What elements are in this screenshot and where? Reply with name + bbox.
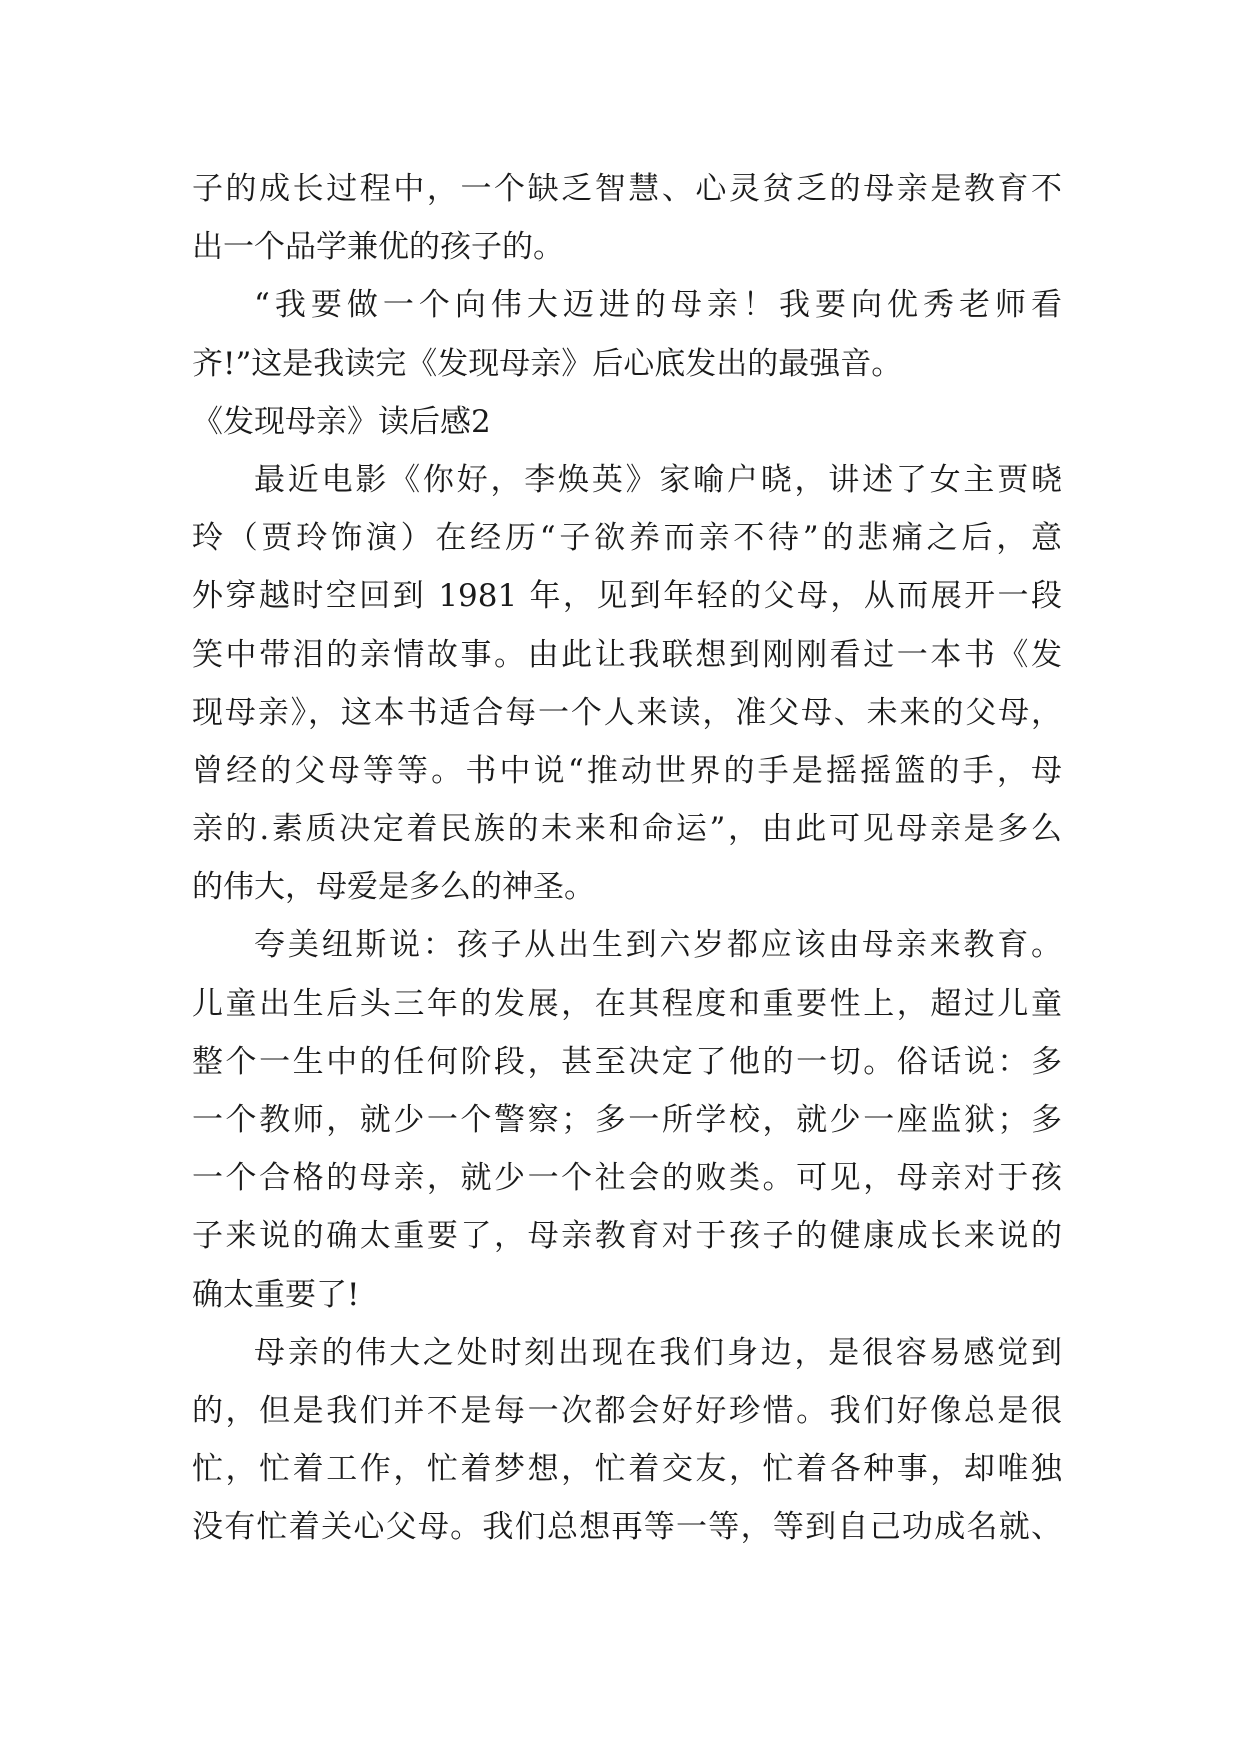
text-line: 子来说的确太重要了，母亲教育对于孩子的健康成长来说的 bbox=[192, 1218, 1062, 1255]
text-line: 儿童出生后头三年的发展，在其程度和重要性上，超过儿童 bbox=[192, 985, 1062, 1022]
text-line: 亲的.素质决定着民族的未来和命运”，由此可见母亲是多么 bbox=[192, 811, 1062, 848]
text-line: 一个合格的母亲，就少一个社会的败类。可见，母亲对于孩 bbox=[192, 1160, 1062, 1197]
text-line: 笑中带泪的亲情故事。由此让我联想到刚刚看过一本书《发 bbox=[192, 636, 1062, 673]
document-body bbox=[192, 160, 1062, 1557]
text-line: 整个一生中的任何阶段，甚至决定了他的一切。俗话说：多 bbox=[192, 1043, 1062, 1080]
text-line: 的伟大，母爱是多么的神圣。 bbox=[192, 869, 595, 906]
text-line: 确太重要了! bbox=[192, 1276, 360, 1313]
text-line: 夸美纽斯说：孩子从出生到六岁都应该由母亲来教育。 bbox=[254, 927, 1062, 964]
text-line: 出一个品学兼优的孩子的。 bbox=[192, 229, 564, 266]
text-line: “我要做一个向伟大迈进的母亲！我要向优秀老师看 bbox=[254, 287, 1062, 324]
text-line: 母亲的伟大之处时刻出现在我们身边，是很容易感觉到 bbox=[254, 1334, 1062, 1371]
text-line: 外穿越时空回到 1981 年，见到年轻的父母，从而展开一段 bbox=[192, 578, 1062, 615]
text-line: 曾经的父母等等。书中说“推动世界的手是摇摇篮的手，母 bbox=[192, 752, 1062, 789]
text-line: 齐!”这是我读完《发现母亲》后心底发出的最强音。 bbox=[192, 345, 903, 382]
text-line: 忙，忙着工作，忙着梦想，忙着交友，忙着各种事，却唯独 bbox=[192, 1451, 1062, 1488]
text-line: 没有忙着关心父母。我们总想再等一等，等到自己功成名就、 bbox=[192, 1509, 1062, 1546]
text-line: 玲（贾玲饰演）在经历“子欲养而亲不待”的悲痛之后，意 bbox=[192, 520, 1062, 557]
text-line: 最近电影《你好，李焕英》家喻户晓，讲述了女主贾晓 bbox=[254, 461, 1062, 498]
text-line: 一个教师，就少一个警察；多一所学校，就少一座监狱；多 bbox=[192, 1102, 1062, 1138]
section-heading: 《发现母亲》读后感2 bbox=[192, 403, 491, 440]
text-line: 现母亲》，这本书适合每一个人来读，准父母、未来的父母， bbox=[192, 694, 1062, 731]
text-line: 子的成长过程中，一个缺乏智慧、心灵贫乏的母亲是教育不 bbox=[192, 171, 1062, 207]
text-line: 的，但是我们并不是每一次都会好好珍惜。我们好像总是很 bbox=[192, 1392, 1062, 1429]
